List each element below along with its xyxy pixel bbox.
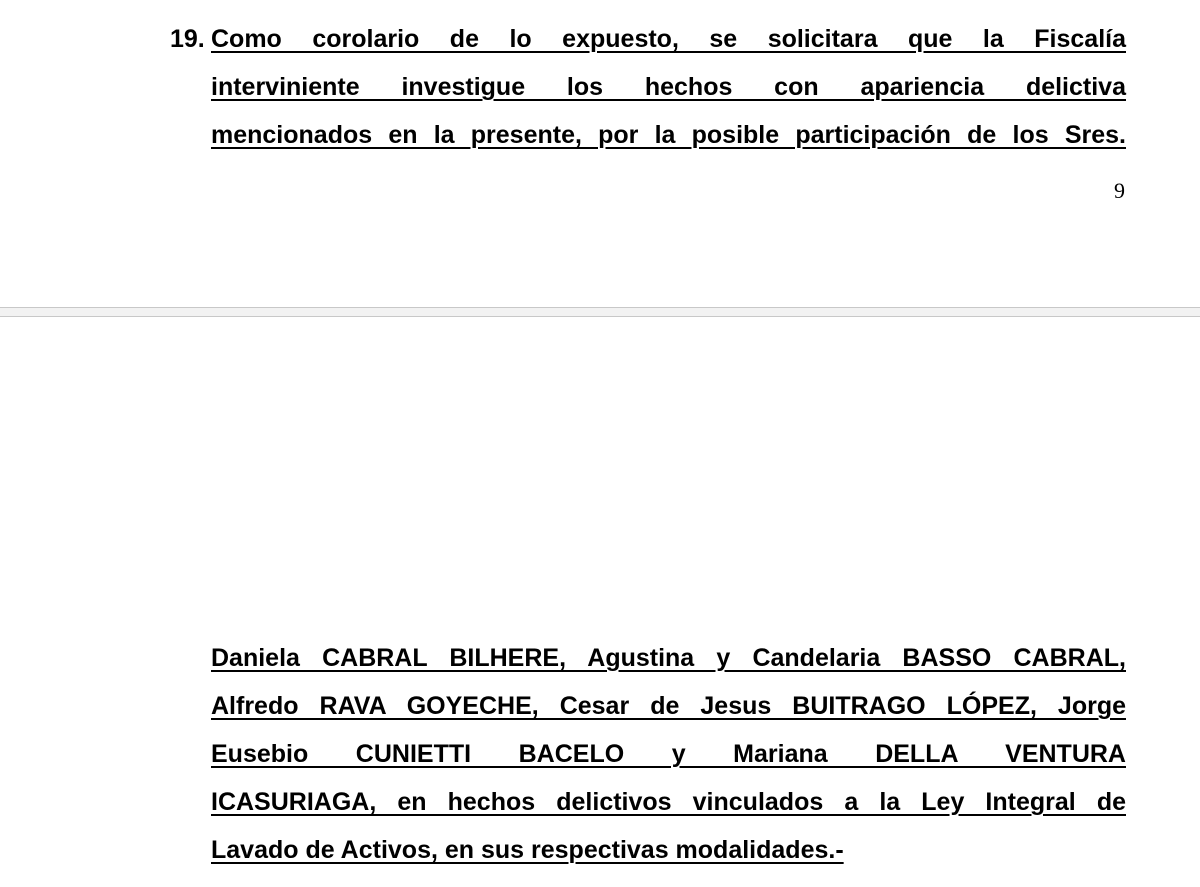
item-number: 19. (170, 25, 205, 53)
paragraph-line: Daniela CABRAL BILHERE, Agustina y Candelaria BASSO CABRAL, (211, 644, 1126, 672)
paragraph-line: ICASURIAGA, en hechos delictivos vinculados a la Ley Integral de (211, 788, 1126, 816)
page-separator (0, 307, 1200, 317)
paragraph-line: Eusebio CUNIETTI BACELO y Mariana DELLA VENTURA (211, 740, 1126, 768)
paragraph-line: Lavado de Activos, en sus respectivas modalidades.- (211, 836, 844, 864)
page-number: 9 (1114, 178, 1125, 203)
paragraph-line: mencionados en la presente, por la posible participación de los Sres. (211, 121, 1126, 149)
paragraph-19-start (211, 15, 1126, 159)
paragraph-19-continuation (211, 634, 1126, 874)
paragraph-line: interviniente investigue los hechos con apariencia delictiva (211, 73, 1126, 101)
document-page-10 (0, 317, 1200, 887)
paragraph-line: Alfredo RAVA GOYECHE, Cesar de Jesus BUITRAGO LÓPEZ, Jorge (211, 692, 1126, 720)
paragraph-line: Como corolario de lo expuesto, se solicitara que la Fiscalía (211, 25, 1126, 53)
document-page-9 (0, 0, 1200, 307)
